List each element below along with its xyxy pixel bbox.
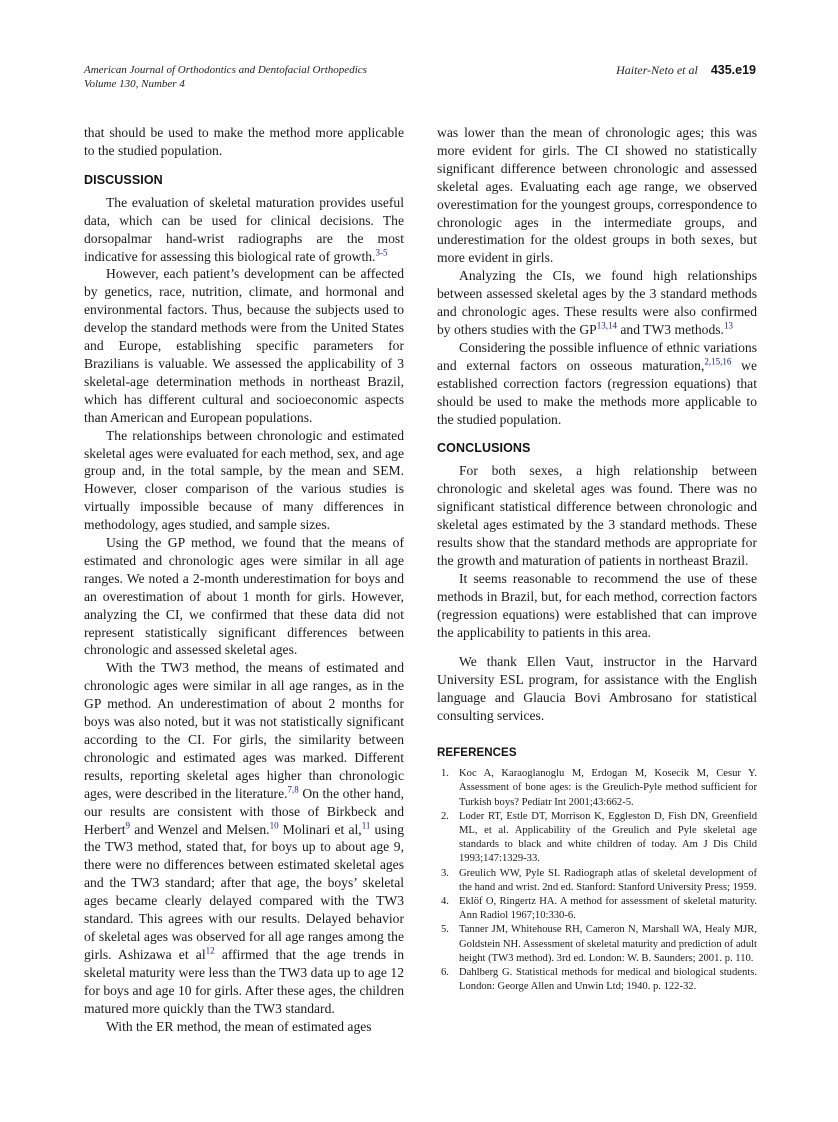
reference-number: 5.	[441, 924, 449, 936]
conclusions-paragraph-1: For both sexes, a high relationship between chronologic and skeletal ages was found. There was no significant statistical difference between chronologic and skeletal ages estimated by the 3 standard methods. These results show that the standard methods are appropriate for the growth and maturation of patients in northeast Brazil.	[437, 463, 757, 568]
reference-number: 2.	[441, 810, 449, 822]
left-column	[84, 124, 404, 1035]
discussion-paragraph-2: However, each patient’s development can be affected by genetics, race, nutrition, climate, and hormonal and environmental factors. Thus, because the subjects used to develop the standard methods were from the United States and Europe, establishing specific parameters for Brazilians is valuable. We assessed the applicability of 3 skeletal-age determination methods in northeast Brazil, which has different cultural and socioeconomic aspects than American and European populations.	[84, 266, 404, 425]
citation-link[interactable]: 2,15,16	[704, 356, 732, 367]
citation-link[interactable]: 9	[125, 820, 131, 830]
citation-link[interactable]: 11	[361, 820, 371, 830]
reference-text: Koc A, Karaoglanoglu M, Erdogan M, Kosecik M, Cesur Y. Assessment of bone ages: is the Greulich-Pyle method sufficient for Turkish boys? Pediatr Int 2001;43:662-5.	[459, 768, 757, 808]
header-right	[616, 63, 756, 77]
paragraph-text: Analyzing the CIs, we found high relationships between assessed skeletal ages by the 3 standard methods and chronologic ages. These results were also confirmed by others studies with the GP	[437, 268, 757, 337]
er-paragraph-continuation: was lower than the mean of chronologic ages; this was more evident for girls. The CI showed no statistically significant difference between chronologic and assessed skeletal ages. Evaluating each age range, we observed overestimation for the youngest groups, correspondence to chronologic ages in the intermediate groups, and underestimation for the oldest groups in both sexes, but more evident in girls.	[437, 125, 757, 266]
running-header	[84, 63, 756, 91]
discussion-paragraph-3: The relationships between chronologic and estimated skeletal ages were evaluated for each method, sex, and age group and, in the total sample, by the mean and SEM. However, closer comparison of the various studies is virtually impossible because of many differences in methodology, ages studied, and sample sizes.	[84, 427, 404, 533]
reference-number: 1.	[441, 768, 449, 780]
reference-item	[437, 810, 757, 867]
reference-text: Dahlberg G. Statistical methods for medical and biological students. London: George Allen and Unwin Ltd; 1940. p. 122-32.	[459, 966, 757, 993]
paragraph-text: With the TW3 method, the means of estimated and chronologic ages were similar in all age ranges, as in the GP method. An underestimation of about 2 months for boys was also noted, but it was not statistically significant according to the CI. For girls, the similarity between chronologic and estimated ages was marked. Different results, reporting skeletal ages higher than chronologic ages, were described in the literature.	[84, 660, 404, 801]
paragraph-text: using the TW3 method, stated that, for boys up to about age 9, there were no differences between estimated skeletal ages and the TW3 standard; after that age, the boys’ skeletal ages became clearly delayed compared with the TW3 standard. This agrees with our results. Delayed behavior of skeletal ages was observed for all age ranges among the girls. Ashizawa et al	[84, 821, 404, 962]
discussion-paragraph-4: Using the GP method, we found that the means of estimated and chronologic ages were similar in all age ranges. We noted a 2-month underestimation for boys and an overestimation of about 1 month for girls. However, analyzing the CI, we confirmed that these data did not represent statistically significant differences between chronologic and assessed skeletal ages.	[84, 535, 404, 658]
citation-link[interactable]: 3-5	[375, 247, 388, 257]
reference-item	[437, 867, 757, 895]
paragraph-text: affirmed that the age trends in skeletal maturity were less than the TW3 data up to age 12 for boys and age 10 for girls. After these ages, the children matured more quickly than the TW3 standard.	[84, 946, 404, 1016]
paragraph-text: and TW3 methods.	[616, 321, 724, 337]
reference-text: Greulich WW, Pyle SI. Radiograph atlas of skeletal development of the hand and wrist. 2nd ed. Stanford: Stanford University Press; 1959.	[459, 867, 757, 893]
running-author: Haiter-Neto et al	[616, 63, 698, 77]
reference-item	[437, 767, 757, 810]
reference-number: 6.	[441, 966, 449, 978]
page-number: 435.e19	[710, 63, 756, 77]
tw3-paragraph	[84, 659, 404, 1017]
intro-continuation: that should be used to make the method more applicable to the studied population.	[84, 125, 404, 158]
reference-text: Loder RT, Estle DT, Morrison K, Eggleston D, Fish DN, Greenfield ML, et al. Applicability of the Greulich and Pyle skeletal age standards to black and white children of today. Am J Dis Child 1993;147:1329-33.	[459, 810, 757, 865]
reference-list	[437, 767, 757, 994]
reference-text: Tanner JM, Whitehouse RH, Cameron N, Marshall WA, Healy MJR, Goldstein NH. Assessment of skeletal maturity and prediction of adult height (TW3 method). 3rd ed. London: W. B. Saunders; 2001. p. 110.	[459, 924, 757, 964]
paragraph-text: Considering the possible influence of ethnic variations and external factors on osseous maturation,	[437, 339, 757, 373]
references-heading: REFERENCES	[437, 747, 517, 760]
paragraph-text: On the other hand, our results are consistent with those of Birkbeck and Herbert	[84, 785, 404, 837]
citation-link[interactable]: 12	[205, 945, 215, 956]
paragraph-text: The evaluation of skeletal maturation provides useful data, which can be used for clinical decisions. The dorsopalmar hand-wrist radiographs are the most indicative for assessing this biological rate of growth.	[84, 194, 404, 264]
discussion-paragraph-1	[84, 194, 404, 266]
conclusions-paragraph-2: It seems reasonable to recommend the use of these methods in Brazil, but, for each method, correction factors (regression equations) were established that can improve the applicability to patients in this area.	[437, 570, 757, 640]
reference-item	[437, 895, 757, 923]
discussion-heading: DISCUSSION	[84, 172, 163, 187]
citation-link[interactable]: 13,14	[596, 320, 617, 331]
journal-title: American Journal of Orthodontics and Dentofacial Orthopedics	[84, 64, 367, 76]
acknowledgment: We thank Ellen Vaut, instructor in the Harvard University ESL program, for assistance with the English language and Glaucia Bovi Ambrosano for statistical consulting services.	[437, 654, 757, 724]
citation-link[interactable]: 7,8	[287, 784, 299, 795]
reference-number: 3.	[441, 867, 449, 879]
reference-text: Eklöf O, Ringertz HA. A method for assessment of skeletal maturity. Ann Radiol 1967;10:330-6.	[459, 895, 757, 922]
reference-number: 4.	[441, 895, 449, 907]
reference-item	[437, 923, 757, 966]
paragraph-text: Molinari et al,	[278, 821, 362, 837]
paragraph-text: we established correction factors (regression equations) that should be used to make the methods more applicable to the studied population.	[437, 357, 758, 427]
citation-link[interactable]: 10	[269, 820, 279, 830]
ethnic-paragraph	[437, 339, 757, 429]
right-column	[437, 124, 757, 994]
citation-link[interactable]: 13	[723, 320, 733, 331]
paragraph-text: and Wenzel and Melsen.	[130, 821, 270, 837]
ci-paragraph	[437, 267, 757, 339]
journal-volume: Volume 130, Number 4	[84, 78, 185, 90]
er-paragraph-start: With the ER method, the mean of estimated ages	[106, 1018, 372, 1034]
conclusions-heading: CONCLUSIONS	[437, 441, 531, 456]
reference-item	[437, 966, 757, 994]
